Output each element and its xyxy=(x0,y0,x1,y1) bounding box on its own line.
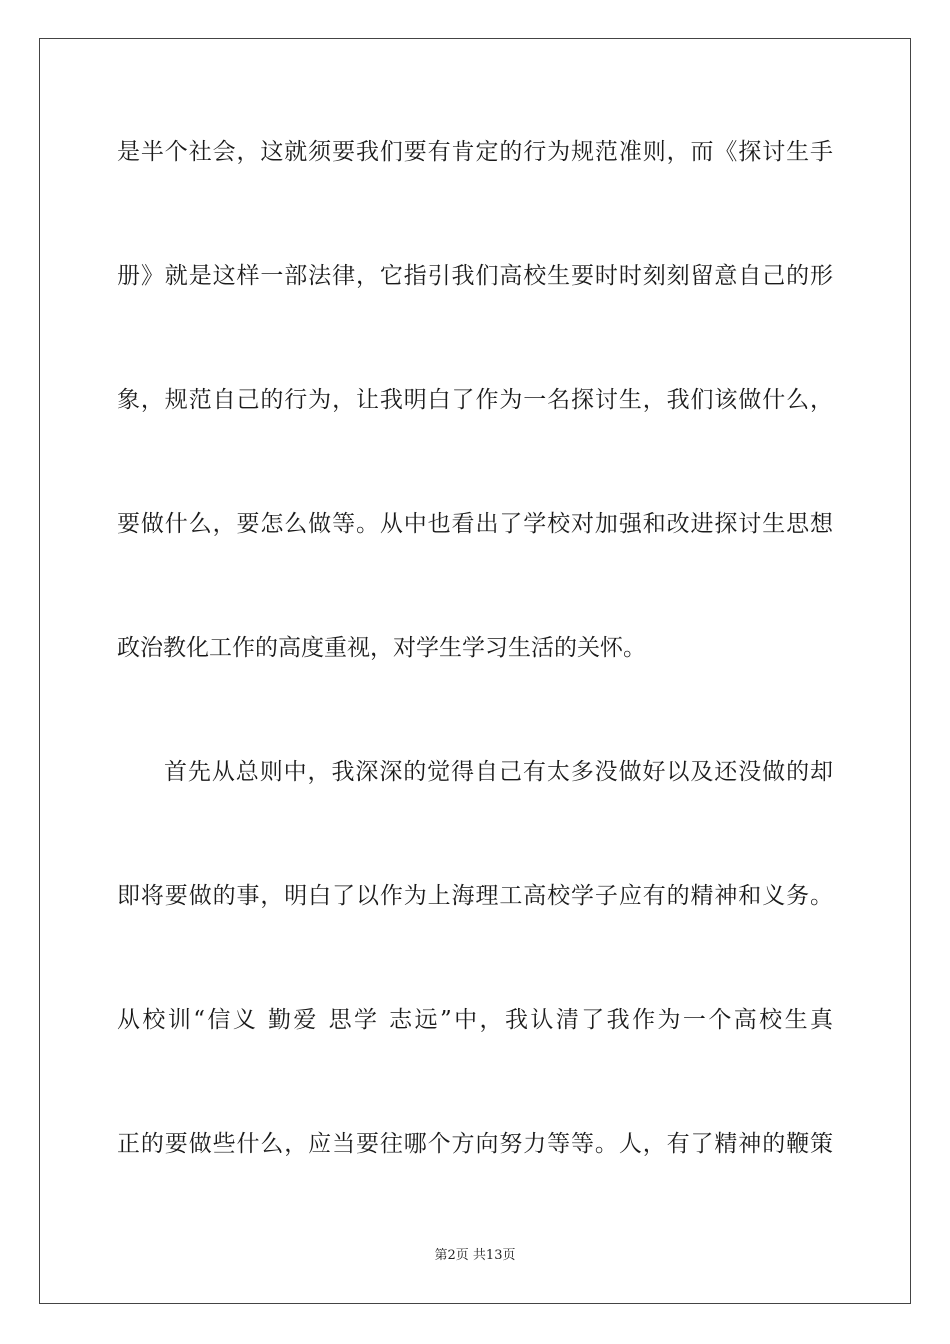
body-text-line-4: 要做什么，要怎么做等。从中也看出了学校对加强和改进探讨生思想 xyxy=(117,511,833,537)
body-text-line-8: 从校训“信义 勤爱 思学 志远”中，我认清了我作为一个高校生真 xyxy=(117,1007,833,1033)
page-frame xyxy=(39,38,911,1304)
body-text-line-7: 即将要做的事，明白了以作为上海理工高校学子应有的精神和义务。 xyxy=(117,883,833,909)
body-text-line-2: 册》就是这样一部法律，它指引我们高校生要时时刻刻留意自己的形 xyxy=(117,263,833,289)
page-number-footer: 第2页 共13页 xyxy=(434,1248,516,1263)
body-text-line-5: 政治教化工作的高度重视，对学生学习生活的关怀。 xyxy=(117,635,646,661)
body-text-line-1: 是半个社会，这就须要我们要有肯定的行为规范准则，而《探讨生手 xyxy=(117,139,833,165)
body-text-line-6: 首先从总则中，我深深的觉得自己有太多没做好以及还没做的却 xyxy=(164,759,833,785)
body-text-line-9: 正的要做些什么，应当要往哪个方向努力等等。人，有了精神的鞭策 xyxy=(117,1131,833,1157)
body-text-line-3: 象，规范自己的行为，让我明白了作为一名探讨生，我们该做什么， xyxy=(117,387,833,413)
